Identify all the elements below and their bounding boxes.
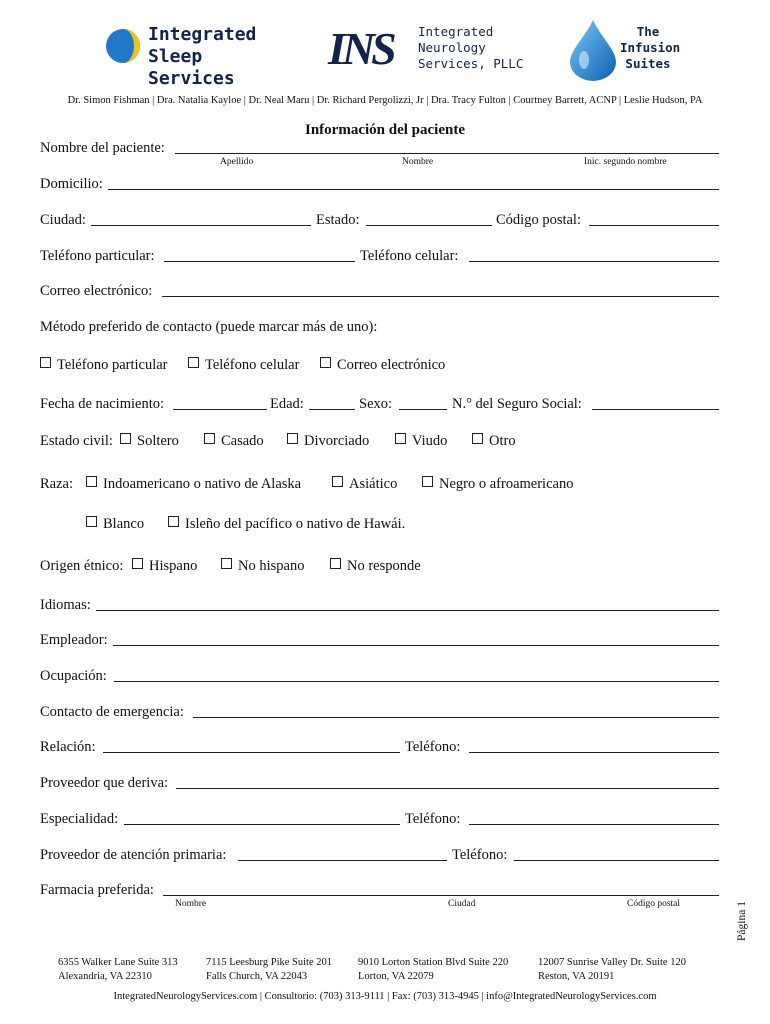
address-4: 12007 Sunrise Valley Dr. Suite 120 Reston, VA 20191 — [538, 957, 686, 982]
checkbox-tel-cel[interactable]: Teléfono celular — [188, 357, 299, 373]
input-correo[interactable] — [162, 296, 719, 297]
input-especialidad[interactable] — [124, 824, 400, 825]
label-seguro: N.° del Seguro Social: — [452, 396, 582, 412]
page-title: Información del paciente — [305, 122, 465, 138]
label-proveedor: Proveedor que deriva: — [40, 775, 169, 791]
footer-contact: IntegratedNeurologyServices.com | Consultorio: (703) 313-9111 | Fax: (703) 313-4945 | info@IntegratedNeurologyServices.com — [113, 991, 657, 1002]
checkbox-negro[interactable]: Negro o afroamericano — [422, 476, 573, 492]
sub-apellido: Apellido — [220, 157, 254, 167]
infusion-line2: Infusion — [620, 40, 681, 55]
input-fecha[interactable] — [173, 409, 267, 410]
sub-inic: Inic. segundo nombre — [584, 157, 667, 167]
page-number: Página 1 — [736, 901, 748, 941]
input-telefono-1[interactable] — [469, 752, 719, 753]
checkbox-hispano[interactable]: Hispano — [132, 558, 197, 574]
label-nombre: Nombre del paciente: — [40, 140, 165, 156]
checkbox-viudo[interactable]: Viudo — [395, 433, 447, 449]
input-ciudad[interactable] — [91, 225, 311, 226]
input-estado[interactable] — [366, 225, 492, 226]
label-telefono-2: Teléfono: — [405, 811, 461, 827]
label-origen: Origen étnico: — [40, 558, 124, 574]
ins-mark: INS — [328, 23, 393, 74]
input-sexo[interactable] — [399, 409, 447, 410]
label-telefono-1: Teléfono: — [405, 739, 461, 755]
checkbox-blanco[interactable]: Blanco — [86, 516, 144, 532]
input-empleador[interactable] — [113, 645, 719, 646]
input-tel-part[interactable] — [164, 261, 355, 262]
sub-nombre: Nombre — [402, 157, 434, 167]
ins-line3: Services, PLLC — [418, 56, 524, 71]
iss-line2: Sleep Services — [148, 46, 235, 89]
checkbox-no-responde[interactable]: No responde — [330, 558, 421, 574]
label-empleador: Empleador: — [40, 632, 108, 648]
infusion-line3: Suites — [625, 56, 671, 71]
input-idiomas[interactable] — [96, 610, 719, 611]
input-contacto[interactable] — [193, 717, 719, 718]
input-domicilio[interactable] — [108, 189, 719, 190]
label-fecha: Fecha de nacimiento: — [40, 396, 165, 412]
label-contacto: Contacto de emergencia: — [40, 704, 184, 720]
input-telefono-3[interactable] — [514, 860, 719, 861]
label-ocupacion: Ocupación: — [40, 668, 107, 684]
doctors-list: Dr. Simon Fishman | Dra. Natalia Kayloe | Dr. Neal Maru | Dr. Richard Pergolizzi, Jr | Dra. Tracy Fulton | Courtney Barrett, ACNP | Leslie Hudson, PA — [67, 95, 703, 106]
label-edad: Edad: — [270, 396, 304, 412]
checkbox-otro[interactable]: Otro — [472, 433, 516, 449]
checkbox-isleno[interactable]: Isleño del pacífico o nativo de Hawái. — [168, 516, 405, 532]
label-estado: Estado: — [316, 212, 360, 228]
ins-logo — [328, 24, 528, 78]
checkbox-correo[interactable]: Correo electrónico — [320, 357, 445, 373]
input-tel-cel[interactable] — [469, 261, 719, 262]
water-drop-icon — [566, 18, 620, 82]
label-idiomas: Idiomas: — [40, 597, 91, 613]
checkbox-indoamericano[interactable]: Indoamericano o nativo de Alaska — [86, 476, 301, 492]
input-seguro[interactable] — [592, 409, 719, 410]
input-relacion[interactable] — [103, 752, 400, 753]
label-sexo: Sexo: — [359, 396, 393, 412]
infusion-line1: The — [636, 24, 660, 39]
input-ocupacion[interactable] — [114, 681, 719, 682]
input-primaria[interactable] — [238, 860, 447, 861]
label-farmacia: Farmacia preferida: — [40, 882, 154, 898]
sub-farmacia-ciudad: Ciudad — [448, 899, 476, 909]
iss-line1: Integrated — [148, 24, 257, 45]
address-1: 6355 Walker Lane Suite 313 Alexandria, VA 22310 — [58, 957, 178, 982]
label-codigo: Código postal: — [496, 212, 581, 228]
label-domicilio: Domicilio: — [40, 176, 103, 192]
label-ciudad: Ciudad: — [40, 212, 86, 228]
label-estado-civil: Estado civil: — [40, 433, 113, 449]
label-raza: Raza: — [40, 476, 74, 492]
checkbox-divorciado[interactable]: Divorciado — [287, 433, 369, 449]
input-edad[interactable] — [309, 409, 355, 410]
label-correo: Correo electrónico: — [40, 283, 153, 299]
label-primaria: Proveedor de atención primaria: — [40, 847, 227, 863]
input-proveedor[interactable] — [176, 788, 719, 789]
input-farmacia[interactable] — [163, 895, 719, 896]
input-nombre[interactable] — [175, 153, 719, 154]
label-tel-part: Teléfono particular: — [40, 248, 155, 264]
checkbox-tel-part[interactable]: Teléfono particular — [40, 357, 168, 373]
sleep-moon-icon — [104, 26, 142, 66]
infusion-logo — [566, 18, 681, 82]
checkbox-no-hispano[interactable]: No hispano — [221, 558, 304, 574]
label-relacion: Relación: — [40, 739, 96, 755]
address-3: 9010 Lorton Station Blvd Suite 220 Lorton, VA 22079 — [358, 957, 509, 982]
ins-line1: Integrated — [418, 24, 494, 39]
label-especialidad: Especialidad: — [40, 811, 119, 827]
sub-farmacia-nombre: Nombre — [175, 899, 207, 909]
label-telefono-3: Teléfono: — [452, 847, 508, 863]
label-tel-cel: Teléfono celular: — [360, 248, 459, 264]
checkbox-soltero[interactable]: Soltero — [120, 433, 179, 449]
checkbox-asiatico[interactable]: Asiático — [332, 476, 397, 492]
input-codigo[interactable] — [589, 225, 719, 226]
label-metodo: Método preferido de contacto (puede marcar más de uno): — [40, 319, 378, 335]
iss-logo — [104, 24, 284, 89]
checkbox-casado[interactable]: Casado — [204, 433, 264, 449]
sub-farmacia-codigo: Código postal — [627, 899, 681, 909]
address-2: 7115 Leesburg Pike Suite 201 Falls Church, VA 22043 — [206, 957, 332, 982]
input-telefono-2[interactable] — [469, 824, 719, 825]
ins-line2: Neurology — [418, 40, 486, 55]
